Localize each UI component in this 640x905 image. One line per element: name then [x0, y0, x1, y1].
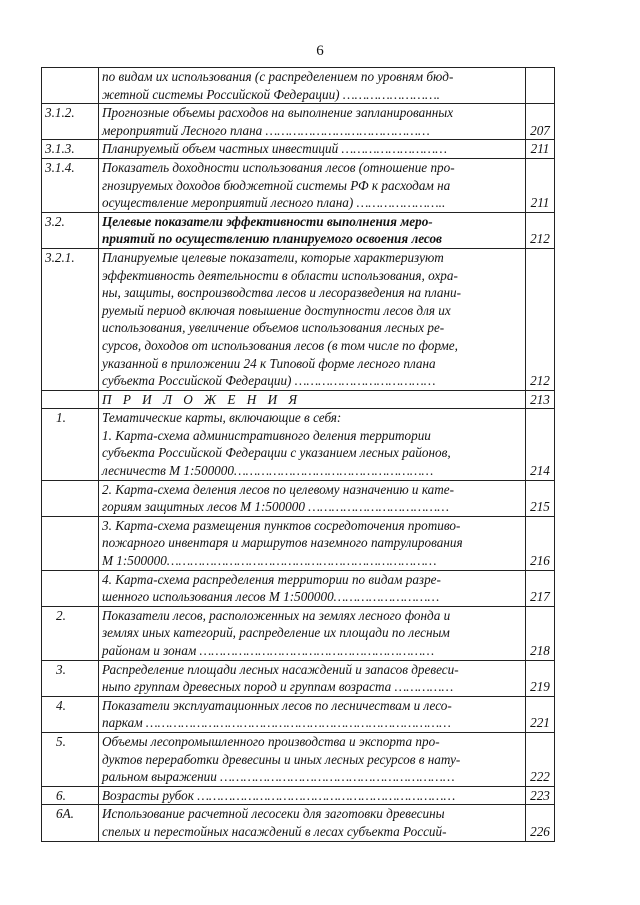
section-title: [99, 409, 526, 480]
title-line: эффективность деятельности в области использования, охра-: [102, 267, 458, 283]
title-line: жетной системы Российской Федерации) …………………….: [102, 86, 440, 102]
section-number: [42, 516, 99, 570]
section-number: 3.1.2.: [42, 104, 99, 140]
title-line: лесничеств М 1:500000……………………………………………: [102, 463, 434, 479]
table-row: [42, 732, 555, 786]
title-line: спелых и перестойных насаждений в лесах субъекта Россий-: [102, 823, 447, 839]
table-row: [42, 570, 555, 606]
table-row: [42, 140, 555, 159]
title-line: руемый период включая повышение доступности лесов для их: [102, 302, 451, 318]
section-title: [99, 104, 526, 140]
table-row: [42, 480, 555, 516]
section-number: 6А.: [42, 805, 99, 841]
table-row: [42, 248, 555, 390]
title-line: шенного использования лесов М 1:500000………………………: [102, 589, 440, 605]
section-title: [99, 570, 526, 606]
title-line: Распределение площади лесных насаждений и запасов древеси-: [102, 661, 459, 677]
title-line: Тематические карты, включающие в себя:: [102, 410, 342, 426]
page-ref: 216: [526, 516, 555, 570]
title-line: ны, защиты, воспроизводства лесов и лесоразведения на плани-: [102, 285, 462, 301]
title-line: 4. Карта-схема распределения территории по видам разре-: [102, 571, 441, 587]
page-ref: 218: [526, 606, 555, 660]
title-line: паркам ……………………………………………………………………: [102, 715, 451, 731]
table-row: [42, 606, 555, 660]
section-title: [99, 516, 526, 570]
section-title: [99, 732, 526, 786]
table-row: [42, 516, 555, 570]
section-number: 3.1.3.: [42, 140, 99, 159]
title-line: Объемы лесопромышленного производства и экспорта про-: [102, 733, 440, 749]
table-row: [42, 390, 555, 409]
title-line: приятий по осуществлению планируемого освоения лесов: [102, 231, 442, 247]
title-line: указанной в приложении 24 к Типовой форме лесного плана: [102, 355, 436, 371]
title-line: Планируемые целевые показатели, которые характеризуют: [102, 249, 444, 265]
title-line: осуществление мероприятий лесного плана) …………………..: [102, 195, 446, 211]
section-title: [99, 212, 526, 248]
title-line: пожарного инвентаря и маршрутов наземного патрулирования: [102, 535, 463, 551]
section-title: [99, 68, 526, 104]
table-row: [42, 409, 555, 480]
title-line: М 1:500000……………………………………………………………: [102, 553, 437, 569]
page-number: 6: [316, 43, 324, 59]
section-number: 5.: [42, 732, 99, 786]
table-row: [42, 158, 555, 212]
section-title: [99, 660, 526, 696]
title-line: Целевые показатели эффективности выполнения меро-: [102, 213, 433, 229]
section-number: 3.: [42, 660, 99, 696]
title-line: 2. Карта-схема деления лесов по целевому назначению и кате-: [102, 481, 455, 497]
title-line: гориям защитных лесов М 1:500000 ………………………………: [102, 499, 449, 515]
title-line: районам и зонам ……………………………………………………: [102, 643, 435, 658]
table-row: [42, 805, 555, 841]
page-ref: 222: [526, 732, 555, 786]
title-line: 1. Карта-схема административного деления территории: [102, 427, 431, 443]
page-ref: 214: [526, 409, 555, 480]
table-row: [42, 696, 555, 732]
section-number: [42, 390, 99, 409]
section-title: [99, 248, 526, 390]
title-line: Прогнозные объемы расходов на выполнение запланированных: [102, 105, 454, 121]
section-title: [99, 805, 526, 841]
page-ref: 207: [526, 104, 555, 140]
title-line: П Р И Л О Ж Е Н И Я: [102, 391, 302, 407]
section-title: [99, 786, 526, 805]
section-number: 6.: [42, 786, 99, 805]
contents-table: [41, 67, 555, 842]
title-line: землях иных категорий, распределение их площади по лесным: [102, 625, 450, 641]
title-line: дуктов переработки древесины и иных лесных ресурсов в нату-: [102, 751, 461, 767]
page-ref: 212: [526, 248, 555, 390]
table-row: [42, 104, 555, 140]
title-line: сурсов, доходов от использования лесов (в том числе по форме,: [102, 337, 458, 353]
page-ref: 215: [526, 480, 555, 516]
page-ref: [526, 68, 555, 104]
page-ref: 226: [526, 805, 555, 841]
section-title: [99, 140, 526, 159]
title-line: по видам их использования (с распределением по уровням бюд-: [102, 69, 454, 84]
title-line: Планируемый объем частных инвестиций ………………………: [102, 141, 448, 157]
title-line: субъекта Российской Федерации) ………………………………: [102, 373, 436, 389]
section-number: 4.: [42, 696, 99, 732]
page-ref: 211: [526, 158, 555, 212]
page-ref: 221: [526, 696, 555, 732]
section-number: 3.1.4.: [42, 158, 99, 212]
title-line: использования, увеличение объемов использования лесных ре-: [102, 320, 445, 336]
title-line: Использование расчетной лесосеки для заготовки древесины: [102, 806, 445, 822]
table-row: [42, 212, 555, 248]
section-number: [42, 480, 99, 516]
page-ref: 211: [526, 140, 555, 159]
section-title: [99, 158, 526, 212]
section-number: 2.: [42, 606, 99, 660]
section-number: 1.: [42, 409, 99, 480]
page-ref: 223: [526, 786, 555, 805]
section-title: [99, 696, 526, 732]
section-number: 3.2.: [42, 212, 99, 248]
table-row: [42, 786, 555, 805]
title-line: Возрасты рубок …………………………………………………………: [102, 787, 456, 803]
page-ref: 217: [526, 570, 555, 606]
title-line: ныпо группам древесных пород и группам возраста ……………: [102, 679, 454, 695]
title-line: гнозируемых доходов бюджетной системы РФ к расходам на: [102, 177, 451, 193]
section-title: [99, 480, 526, 516]
title-line: мероприятий Лесного плана ……………………………………: [102, 122, 430, 138]
title-line: ральном выражении ……………………………………………………: [102, 769, 455, 785]
page-ref: 219: [526, 660, 555, 696]
title-line: субъекта Российской Федерации с указанием лесных районов,: [102, 445, 451, 461]
section-number: 3.2.1.: [42, 248, 99, 390]
section-number: [42, 570, 99, 606]
page-ref: 213: [526, 390, 555, 409]
title-line: 3. Карта-схема размещения пунктов сосредоточения противо-: [102, 517, 461, 533]
title-line: Показатели эксплуатационных лесов по лесничествам и лесо-: [102, 697, 452, 713]
appendix-heading: [99, 390, 526, 409]
title-line: Показатели лесов, расположенных на землях лесного фонда и: [102, 607, 451, 623]
section-number: [42, 68, 99, 104]
section-title: [99, 606, 526, 660]
page-ref: 212: [526, 212, 555, 248]
table-row: [42, 68, 555, 104]
title-line: Показатель доходности использования лесов (отношение про-: [102, 159, 455, 175]
table-row: [42, 660, 555, 696]
